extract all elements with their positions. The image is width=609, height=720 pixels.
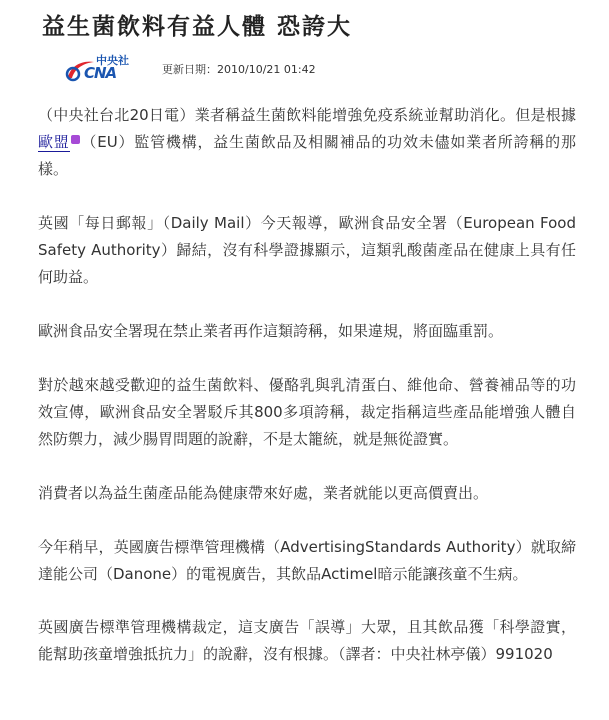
cna-logo — [62, 52, 138, 82]
paragraph-1 — [38, 102, 576, 183]
paragraph-6: 今年稍早，英國廣告標準管理機構（AdvertisingStandards Authority）就取締達能公司（Danone）的電視廣告，其飲品Actimel暗示能讓孩童不生病。 — [38, 538, 576, 583]
paragraph-2: 英國「每日郵報」（Daily Mail）今天報導，歐洲食品安全署（European Food Safety Authority）歸結，沒有科學證據顯示，這類乳酸菌產品在健康上具有任何助益。 — [38, 214, 576, 286]
article-body — [38, 102, 576, 694]
article-meta — [62, 52, 462, 84]
paragraph-1-before: （中央社台北20日電）業者稱益生菌飲料能增強免疫系統並幫助消化。但是根據 — [38, 106, 576, 124]
paragraph-5: 消費者以為益生菌產品能為健康帶來好處，業者就能以更高價賣出。 — [38, 484, 489, 502]
cna-logo-bottom-text: CNA — [84, 64, 117, 82]
article-title: 益生菌飲料有益人體 恐誇大 — [42, 13, 353, 40]
update-date: 更新日期：2010/10/21 01:42 — [162, 63, 316, 76]
keyword-popup-icon[interactable] — [71, 135, 80, 144]
paragraph-1-after: （EU）監管機構，益生菌飲品及相關補品的功效未儘如業者所誇稱的那樣。 — [38, 133, 576, 178]
paragraph-3: 歐洲食品安全署現在禁止業者再作這類誇稱，如果違規，將面臨重罰。 — [38, 322, 504, 340]
paragraph-7: 英國廣告標準管理機構裁定，這支廣告「誤導」大眾，且其飲品獲「科學證實，能幫助孩童增強抵抗力」的說辭，沒有根據。（譯者：中央社林亭儀）991020 — [38, 618, 576, 663]
paragraph-4: 對於越來越受歡迎的益生菌飲料、優酪乳與乳清蛋白、維他命、營養補品等的功效宣傳，歐洲食品安全署駁斥其800多項誇稱，裁定指稱這些產品能增強人體自然防禦力，減少腸胃問題的說辭，不是太籠統，就是無從證實。 — [38, 376, 576, 448]
keyword-link-eu[interactable]: 歐盟 — [38, 133, 70, 151]
cna-logo-top-text: 中央社 — [96, 54, 129, 67]
